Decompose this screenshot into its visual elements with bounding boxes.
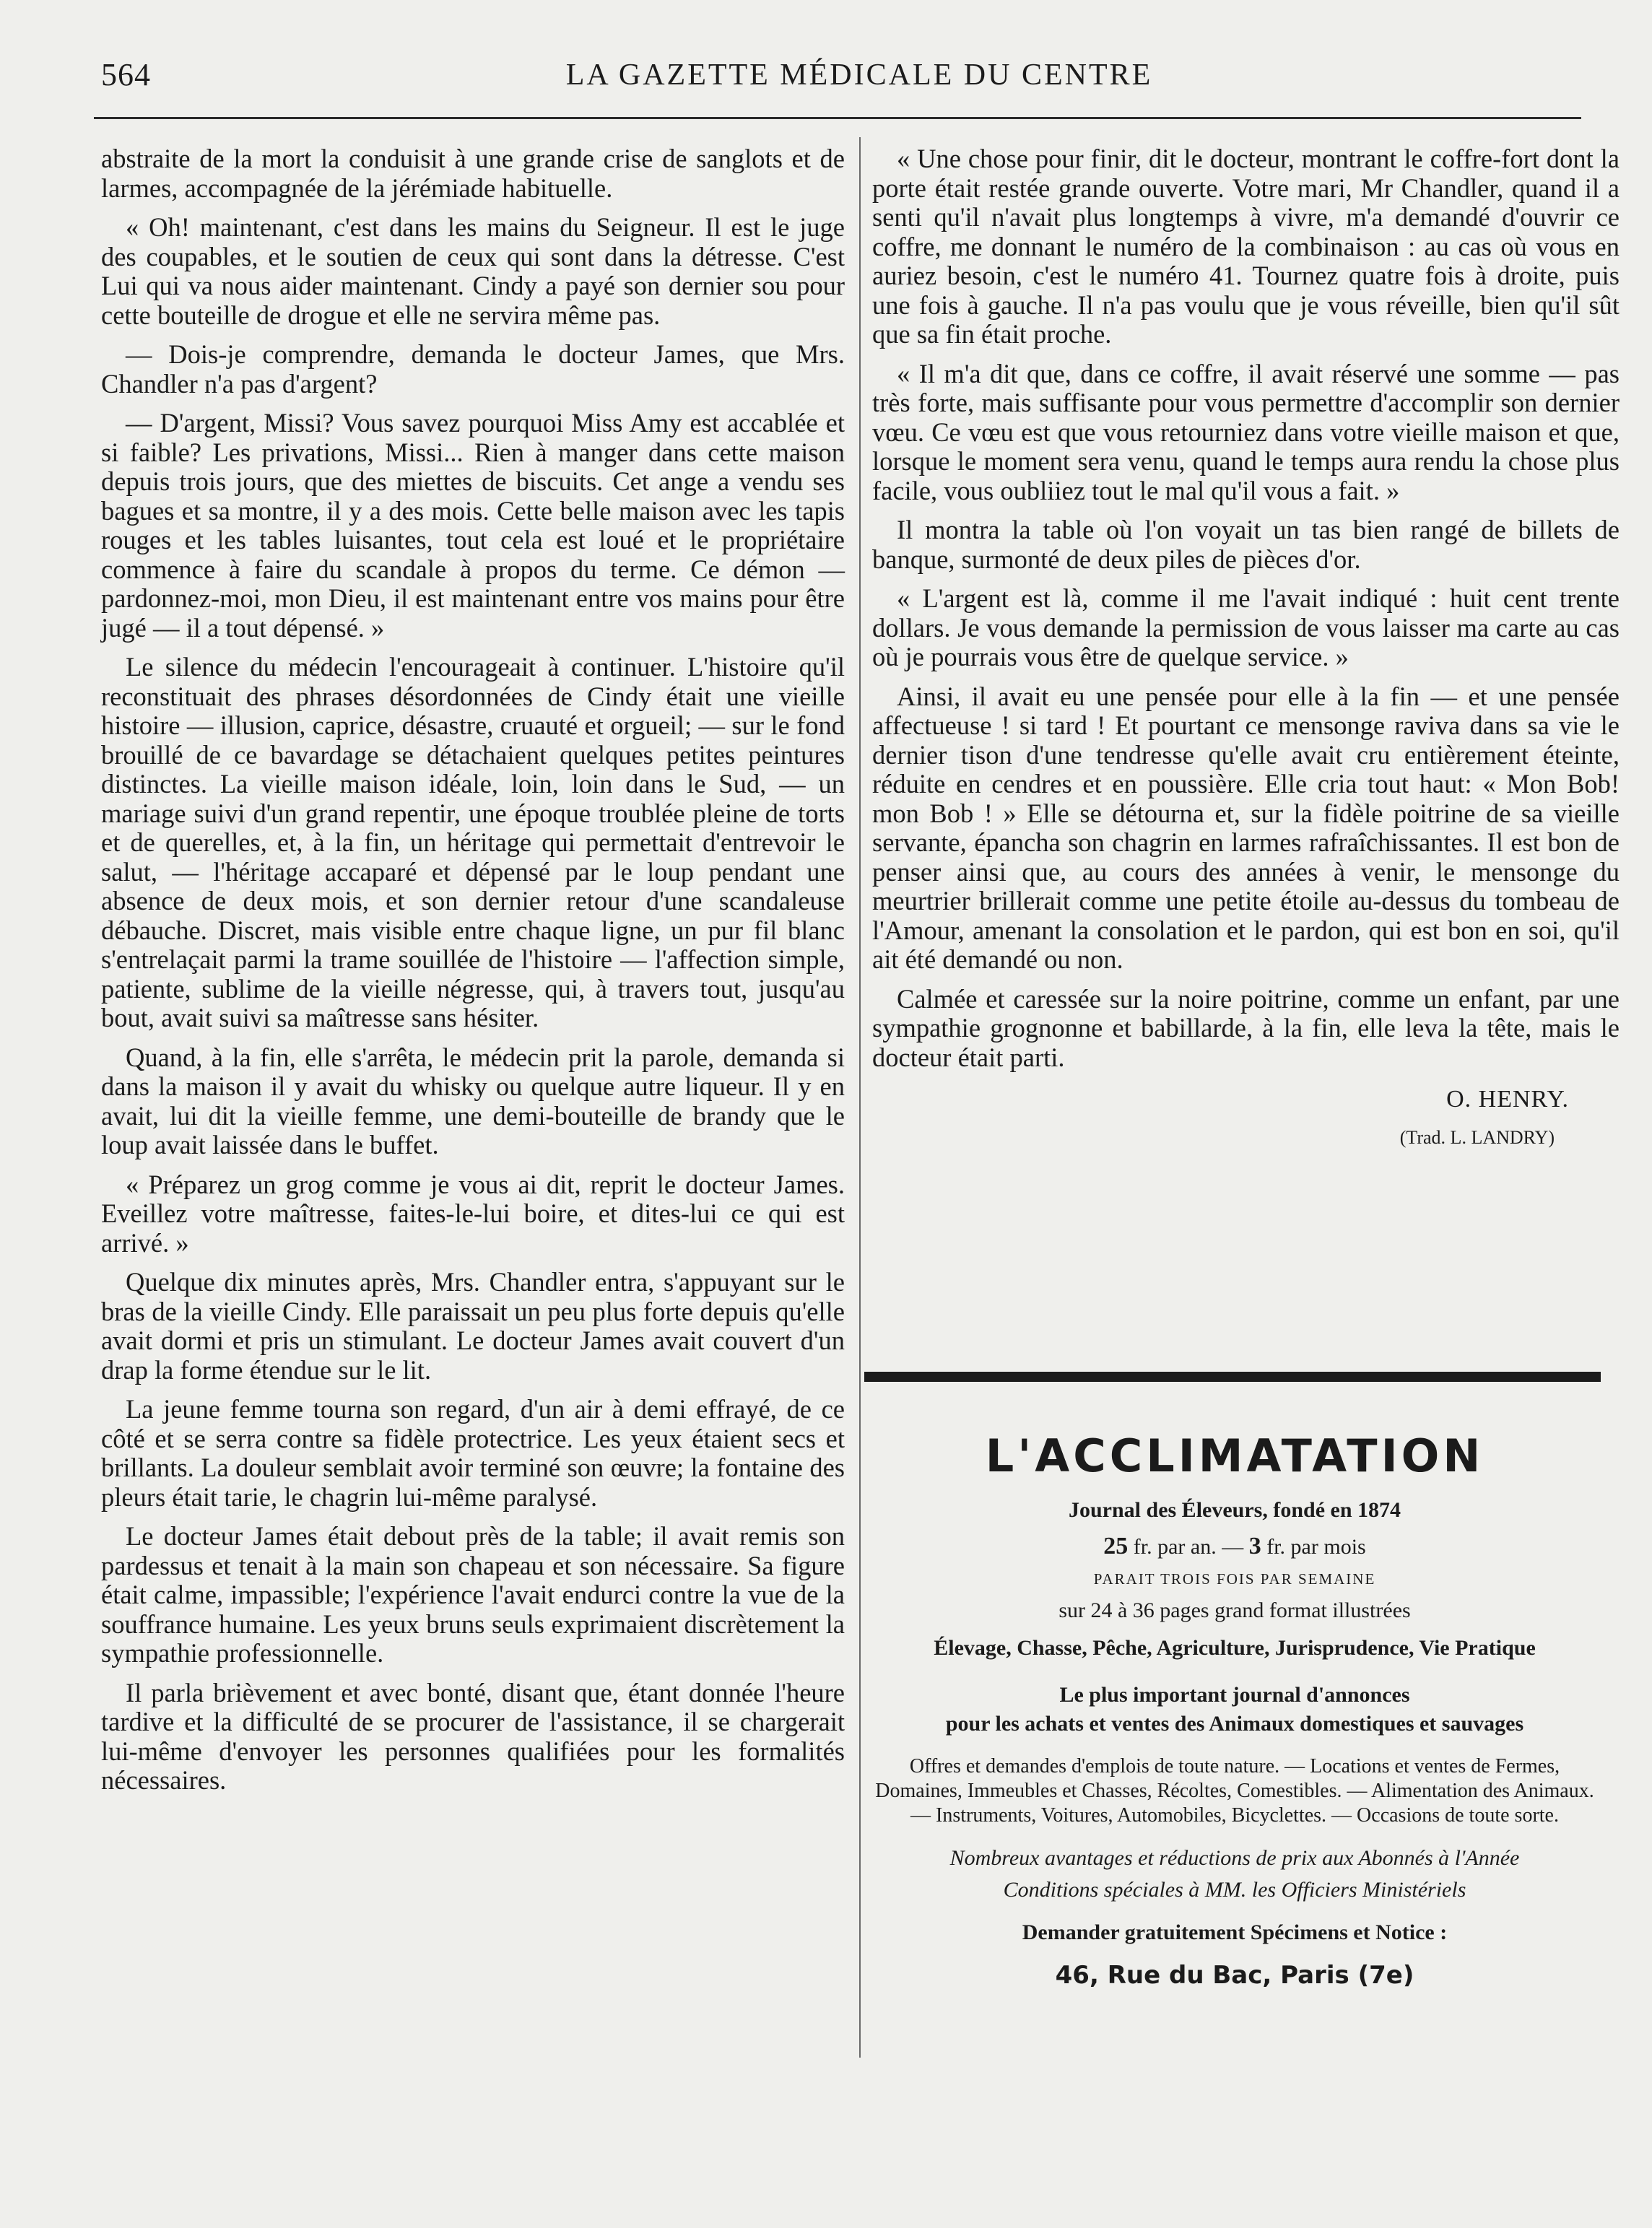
advert-important-line: pour les achats et ventes des Animaux domestiques et sauvages [945, 1712, 1524, 1736]
advert-top-rule [864, 1372, 1601, 1382]
paragraph: « Une chose pour finir, dit le docteur, montrant le coffre-fort dont la porte était restée grande ouverte. Votre mari, Mr Chandler, quand il a senti qu'il n'avait plus longtemps à vivre, m'a demandé d'ouvrir ce coffre, me donnant le numéro de la combinaison : au cas où vous en auriez besoin, c'est le numéro 41. Tournez quatre fois à droite, puis une fois à gauche. Il n'a pas voulu que je vous réveille, bien qu'il sût que sa fin était proche. [872, 144, 1620, 349]
paragraph: « L'argent est là, comme il me l'avait indiqué : huit cent trente dollars. Je vous demande la permission de vous laisser ma carte au cas où je pourrais vous être de quelque service. » [872, 583, 1620, 671]
paragraph: Ainsi, il avait eu une pensée pour elle à la fin — et une pensée affectueuse ! si tard ! Et pourtant ce mensonge raviva dans sa vie le dernier tison d'une tendresse qu'elle avait cru entièrement éteinte, réduite en cendres et en poussière. Elle cria tout haut: « Mon Bob! mon Bob ! » Elle se détourna et, sur la fidèle poitrine de sa vieille servante, épancha son chagrin en larmes rafraîchissantes. Il est bon de penser ainsi que, au cours des années à venir, le mensonge du meurtrier brillerait comme une petite étoile au-dessus du tombeau de l'Amour, amenant la consolation et le pardon, qui est bon en soi, qu'il ait été demandé ou non. [872, 681, 1620, 974]
price-month-amount: 3 [1248, 1533, 1261, 1559]
paragraph: Il montra la table où l'on voyait un tas bien rangé de billets de banque, surmonté de deux piles de pièces d'or. [872, 515, 1620, 574]
price-month-text: fr. par mois [1266, 1535, 1366, 1559]
translator-credit: (Trad. L. LANDRY) [1399, 1126, 1555, 1148]
paragraph: Quand, à la fin, elle s'arrêta, le médecin prit la parole, demanda si dans la maison il y avait du whisky ou quelque autre liqueur. Il y en avait, lui dit la vieille femme, une demi-bouteille de brandy que le loup avait laissée dans le buffet. [101, 1042, 845, 1159]
advert-notice: Demander gratuitement Spécimens et Notice : [1022, 1920, 1448, 1944]
right-column [872, 144, 1620, 1152]
advert-important [859, 1681, 1610, 1739]
advert-frequency: PARAIT TROIS FOIS PAR SEMAINE [1093, 1570, 1376, 1588]
paragraph: Le silence du médecin l'encourageait à continuer. L'histoire qu'il reconstituait des phrases désordonnées de Cindy était une vieille histoire — illusion, caprice, désastre, cruauté et orgueil; — sur le fond brouillé de ce bavardage se détachaient quelques petites peintures distinctes. La vieille maison idéale, loin, loin dans le Sud, — un mariage suivi d'un grand repentir, une époque troublée pleine de torts et de querelles, et, à la fin, un héritage qui permettait d'entrevoir le salut, — l'héritage accaparé et dépensé par le loup pendant une absence de deux mois, et son dernier retour d'une scandaleuse débauche. Discret, mais visible entre chaque ligne, un pur fil blanc s'entrelaçait parmi la trame souillée de l'histoire — l'affection simple, patiente, sublime de la vieille négresse, qui, à travers tout, jusqu'au bout, avait suivi sa maîtresse sans hésiter. [101, 652, 845, 1032]
advert-important-line: Le plus important journal d'annonces [1059, 1683, 1410, 1707]
running-title: LA GAZETTE MÉDICALE DU CENTRE [565, 58, 1153, 92]
paragraph: Quelque dix minutes après, Mrs. Chandler entra, s'appuyant sur le bras de la vieille Cindy. Elle paraissait un peu plus forte depuis qu'elle avait dormi et pris un stimulant. Le docteur James avait couvert d'un drap la forme étendue sur le lit. [101, 1267, 845, 1385]
paragraph: Le docteur James était debout près de la table; il avait remis son pardessus et tenait à la main son chapeau et son nécessaire. Sa figure était calme, impassible; l'expérience l'avait endurci contre la vue de la souffrance humaine. Les yeux bruns seuls exprimaient discrètement la sympathie professionnelle. [101, 1521, 845, 1668]
paragraph: « Oh! maintenant, c'est dans les mains du Seigneur. Il est le juge des coupables, et le soutien de ceux qui sont dans la détresse. C'est Lui qui va nous aider maintenant. Cindy a payé son dernier sou pour cette bouteille de drogue et elle ne servira même pas. [101, 212, 845, 330]
advert-topics: Élevage, Chasse, Pêche, Agriculture, Jurisprudence, Vie Pratique [934, 1636, 1536, 1660]
advert-italic-line: Conditions spéciales à MM. les Officiers Ministériels [1003, 1878, 1466, 1902]
advert-italic-line: Nombreux avantages et réductions de prix aux Abonnés à l'Année [949, 1846, 1520, 1870]
page-header [94, 51, 1581, 108]
advert-conditions [859, 1842, 1610, 1906]
paragraph: « Il m'a dit que, dans ce coffre, il avait réservé une somme — pas très forte, mais suffisante pour vous permettre d'accomplir son dernier vœu. Ce vœu est que vous retourniez dans votre vieille maison et que, lorsque le moment sera venu, quand le temps aura rendu la chose plus facile, vous oubliiez tout le mal qu'il vous a fait. » [872, 358, 1620, 505]
paragraph: « Préparez un grog comme je vous ai dit, reprit le docteur James. Eveillez votre maîtresse, faites-le-lui boire, et dites-lui ce qui est arrivé. » [101, 1169, 845, 1258]
price-year-text: fr. par an. — [1133, 1535, 1244, 1559]
advert-price [859, 1533, 1610, 1560]
paragraph: Il parla brièvement et avec bonté, disant que, étant donnée l'heure tardive et la difficulté de se procurer de l'assistance, il se chargerait lui-même d'envoyer les personnes qualifiées pour les formalités nécessaires. [101, 1677, 845, 1795]
advert-subtitle: Journal des Éleveurs, fondé en 1874 [1068, 1498, 1401, 1522]
advert-address: 46, Rue du Bac, Paris (7e) [1055, 1961, 1414, 1990]
advertisement [859, 1415, 1610, 1990]
advert-pages: sur 24 à 36 pages grand format illustrées [1058, 1598, 1411, 1622]
page-number: 564 [101, 57, 151, 92]
author-signature: O. HENRY. [1446, 1086, 1569, 1113]
paragraph: abstraite de la mort la conduisit à une grande crise de sanglots et de larmes, accompagnée de la jérémiade habituelle. [101, 144, 845, 203]
advert-title: L'ACCLIMATATION [985, 1430, 1484, 1482]
paragraph: La jeune femme tourna son regard, d'un air à demi effrayé, de ce côté et se serra contre sa fidèle protectrice. Les yeux étaient secs et brillants. La douleur semblait avoir terminé son œuvre; la fontaine des pleurs était tarie, le chagrin lui-même paralysé. [101, 1394, 845, 1512]
advert-offers: Offres et demandes d'emplois de toute nature. — Locations et ventes de Fermes, Domaines, Immeubles et Chasses, Récoltes, Comestibles. — Alimentation des Animaux. — Instruments, Voitures, Automobiles, Bicyclettes. — Occasions de toute sorte. [875, 1755, 1594, 1827]
paragraph: Calmée et caressée sur la noire poitrine, comme un enfant, par une sympathie grognonne et babillarde, à la fin, elle leva la tête, mais le docteur était parti. [872, 983, 1620, 1072]
paragraph: — D'argent, Missi? Vous savez pourquoi Miss Amy est accablée et si faible? Les privations, Missi... Rien à manger dans cette maison depuis trois jours, que des miettes de biscuits. Cet ange a vendu ses bagues et sa montre, il y a des mois. Cette belle maison avec les tapis rouges et les tables luisantes, tout cela est loué et le propriétaire commence à faire du scandale à propos du terme. Ce démon — pardonnez-moi, mon Dieu, il est maintenant entre vos mains pour être jugé — il a tout dépensé. » [101, 408, 845, 643]
price-year-amount: 25 [1103, 1533, 1129, 1559]
header-rule [94, 117, 1581, 119]
paragraph: — Dois-je comprendre, demanda le docteur James, que Mrs. Chandler n'a pas d'argent? [101, 339, 845, 399]
left-column [101, 144, 845, 1806]
